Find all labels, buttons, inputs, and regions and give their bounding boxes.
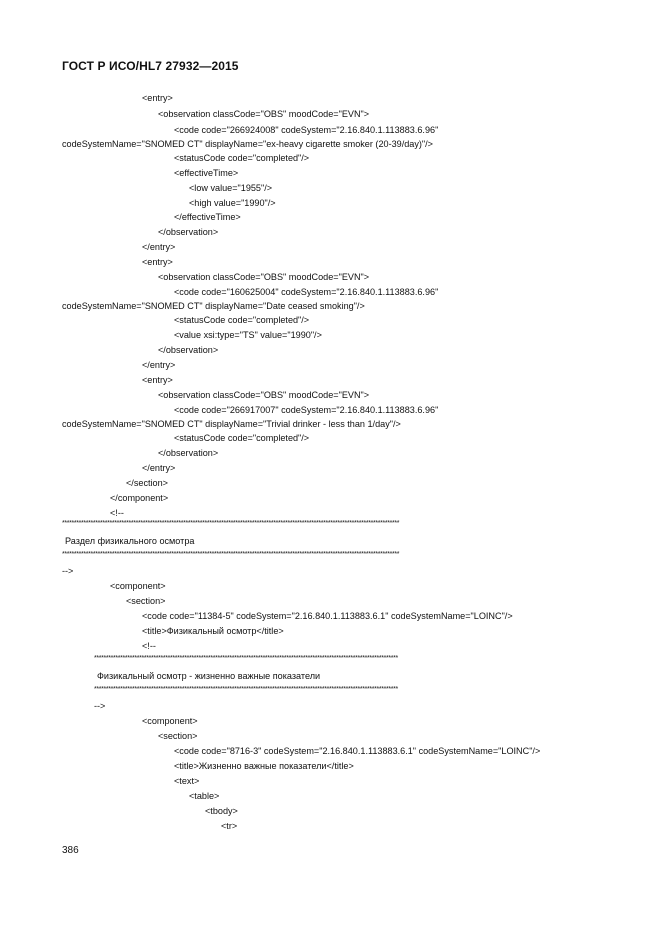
code-line: </entry> [142,463,176,473]
code-line: <entry> [142,93,173,103]
code-line: <statusCode code="completed"/> [174,315,310,325]
code-line: <observation classCode="OBS" moodCode="EVN"> [158,390,370,400]
code-line: --> [94,701,106,711]
code-line: <title>Жизненно важные показатели</title> [174,761,354,771]
code-line: <title>Физикальный осмотр</title> [142,626,284,636]
code-line: <code code="8716-3" codeSystem="2.16.840.1.113883.6.1" codeSystemName="LOINC"/> [174,746,541,756]
code-line: <section> [126,596,166,606]
code-line: <tr> [221,821,238,831]
asterisk-separator: ******************************************************************************************************************************** [94,655,398,662]
comment-title: Раздел физикального осмотра [65,536,195,546]
comment-title: Физикальный осмотр - жизненно важные показатели [97,671,321,681]
code-line: codeSystemName="SNOMED CT" displayName="Date ceased smoking"/> [62,301,365,311]
code-line: <statusCode code="completed"/> [174,433,310,443]
code-line: <code code="266924008" codeSystem="2.16.840.1.113883.6.96" [174,125,439,135]
code-line: </effectiveTime> [174,212,241,222]
code-line: </observation> [158,227,219,237]
code-line: </observation> [158,345,219,355]
code-line: <component> [110,581,166,591]
code-line: codeSystemName="SNOMED CT" displayName="ex-heavy cigarette smoker (20-39/day)"/> [62,139,433,149]
code-line: <entry> [142,375,173,385]
code-line: </entry> [142,360,176,370]
code-line: <!-- [142,641,156,651]
code-line: </entry> [142,242,176,252]
code-line: --> [62,566,74,576]
code-line: <code code="160625004" codeSystem="2.16.840.1.113883.6.96" [174,287,439,297]
code-line: </component> [110,493,169,503]
code-line: <code code="266917007" codeSystem="2.16.840.1.113883.6.96" [174,405,439,415]
code-line: codeSystemName="SNOMED CT" displayName="Trivial drinker - less than 1/day"/> [62,419,401,429]
page-number: 386 [62,845,79,856]
asterisk-separator: ******************************************************************************************************************************** [94,686,398,693]
code-line: <code code="11384-5" codeSystem="2.16.840.1.113883.6.1" codeSystemName="LOINC"/> [142,611,513,621]
code-line: <high value="1990"/> [189,198,276,208]
code-line: <statusCode code="completed"/> [174,153,310,163]
document-header: ГОСТ Р ИСО/HL7 27932—2015 [62,59,239,73]
code-line: <entry> [142,257,173,267]
code-line: <!-- [110,508,124,518]
code-line: <section> [158,731,198,741]
code-line: <component> [142,716,198,726]
code-line: <low value="1955"/> [189,183,273,193]
code-line: </observation> [158,448,219,458]
code-line: <table> [189,791,220,801]
asterisk-separator: ********************************************************************************************************************************************** [62,551,400,558]
code-line: <effectiveTime> [174,168,239,178]
code-line: <observation classCode="OBS" moodCode="EVN"> [158,109,370,119]
asterisk-separator: ********************************************************************************************************************************************** [62,520,400,527]
code-line: </section> [126,478,168,488]
code-line: <tbody> [205,806,238,816]
code-line: <observation classCode="OBS" moodCode="EVN"> [158,272,370,282]
code-line: <text> [174,776,200,786]
code-line: <value xsi:type="TS" value="1990"/> [174,330,322,340]
